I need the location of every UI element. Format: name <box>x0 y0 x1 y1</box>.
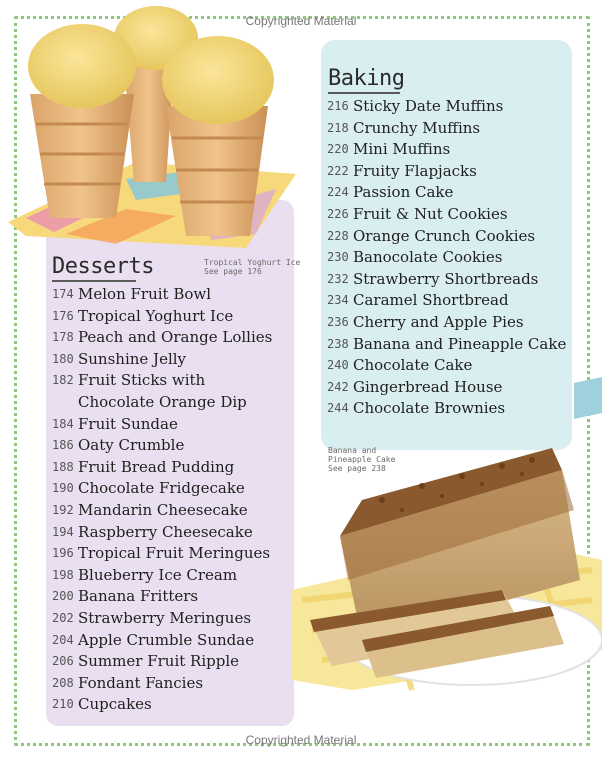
page-number: 182 <box>52 373 74 388</box>
recipe-item <box>52 349 302 371</box>
recipe-name: Passion Cake <box>353 183 454 202</box>
page-number: 190 <box>52 481 74 496</box>
page-number: 180 <box>52 351 74 366</box>
decorative-corner <box>574 377 602 419</box>
recipe-name: Mandarin Cheesecake <box>78 500 248 519</box>
recipe-name: Tropical Yoghurt Ice <box>78 306 234 325</box>
recipe-name: Tropical Fruit Meringues <box>78 544 271 563</box>
recipe-name: Banocolate Cookies <box>353 248 503 267</box>
recipe-item <box>327 96 577 118</box>
page-number: 196 <box>52 546 74 561</box>
recipe-name: Fruit & Nut Cookies <box>353 204 508 223</box>
recipe-item <box>52 500 302 522</box>
recipe-name: Apple Crumble Sundae <box>78 630 255 649</box>
recipe-item <box>52 694 302 716</box>
recipe-item <box>327 118 577 140</box>
recipe-item <box>327 377 577 399</box>
caption-line: See page 176 <box>204 267 262 276</box>
page-number: 230 <box>327 250 349 265</box>
recipe-item <box>52 522 302 544</box>
recipe-name: Strawberry Meringues <box>78 608 252 627</box>
caption-line: Tropical Yoghurt Ice <box>204 258 301 267</box>
cake-caption <box>328 446 395 473</box>
page-number: 174 <box>52 287 74 301</box>
page-number: 218 <box>327 120 349 135</box>
page-number: 200 <box>52 589 74 604</box>
baking-title-underline <box>328 92 400 94</box>
recipe-item <box>327 182 577 204</box>
recipe-item <box>327 161 577 183</box>
recipe-item <box>327 355 577 377</box>
desserts-list <box>52 284 302 716</box>
recipe-item <box>327 139 577 161</box>
recipe-item <box>52 306 302 328</box>
recipe-name: Cherry and Apple Pies <box>353 312 524 331</box>
recipe-item <box>327 312 577 334</box>
page-number: 192 <box>52 502 74 517</box>
page-number: 234 <box>327 293 349 308</box>
page-number: 202 <box>52 610 74 625</box>
recipe-item <box>52 673 302 695</box>
recipe-item <box>327 247 577 269</box>
page-number: 206 <box>52 654 74 669</box>
recipe-name: Fondant Fancies <box>78 673 204 692</box>
baking-title: Baking <box>328 66 405 91</box>
recipe-item <box>52 586 302 608</box>
watermark-top: Copyrighted Material <box>245 14 357 28</box>
recipe-name: Fruit Sticks with Chocolate Orange Dip <box>78 371 247 411</box>
recipe-name: Blueberry Ice Cream <box>78 565 238 584</box>
recipe-name: Fruit Bread Pudding <box>78 457 235 476</box>
recipe-name: Banana Fritters <box>78 587 199 606</box>
page-number: 228 <box>327 228 349 243</box>
page-number: 242 <box>327 379 349 394</box>
recipe-item <box>327 398 577 420</box>
recipe-item <box>327 334 577 356</box>
recipe-name: Strawberry Shortbreads <box>353 269 539 288</box>
recipe-item <box>327 269 577 291</box>
recipe-name: Fruity Flapjacks <box>353 161 477 180</box>
page-number: 226 <box>327 206 349 221</box>
page-number: 204 <box>52 632 74 647</box>
recipe-name: Summer Fruit Ripple <box>78 652 240 671</box>
recipe-item <box>52 414 302 436</box>
desserts-title: Desserts <box>52 254 154 279</box>
yoghurt-caption <box>204 258 300 276</box>
watermark-bottom: Copyrighted Material <box>245 733 357 747</box>
page-number: 244 <box>327 401 349 416</box>
page-number: 220 <box>327 142 349 157</box>
caption-line: Banana and <box>328 446 377 455</box>
ice-cream-photo <box>6 4 296 252</box>
recipe-name: Caramel Shortbread <box>353 291 509 310</box>
page-number: 184 <box>52 416 74 431</box>
recipe-name: Oaty Crumble <box>78 436 185 455</box>
page-number: 216 <box>327 99 349 113</box>
page-number: 176 <box>52 308 74 323</box>
recipe-name: Chocolate Cake <box>353 356 473 375</box>
page-number: 238 <box>327 336 349 351</box>
recipe-item <box>327 226 577 248</box>
recipe-item <box>327 204 577 226</box>
page-number: 188 <box>52 459 74 474</box>
page-number: 186 <box>52 438 74 453</box>
recipe-name: Chocolate Fridgecake <box>78 479 245 498</box>
recipe-name: Melon Fruit Bowl <box>78 285 212 303</box>
caption-line: See page 238 <box>328 464 386 473</box>
recipe-item <box>52 327 302 349</box>
page-number: 222 <box>327 163 349 178</box>
recipe-name: Chocolate Brownies <box>353 399 506 418</box>
caption-line: Pineapple Cake <box>328 455 396 464</box>
recipe-item <box>327 290 577 312</box>
page-number: 240 <box>327 358 349 373</box>
recipe-name: Sunshine Jelly <box>78 349 187 368</box>
recipe-name: Gingerbread House <box>353 377 503 396</box>
page-number: 194 <box>52 524 74 539</box>
recipe-name: Mini Muffins <box>353 140 451 159</box>
recipe-item <box>52 284 302 306</box>
recipe-item <box>52 478 302 500</box>
recipe-item <box>52 630 302 652</box>
baking-list <box>327 96 577 420</box>
recipe-item <box>52 457 302 479</box>
recipe-item <box>52 435 302 457</box>
recipe-name: Sticky Date Muffins <box>353 97 504 115</box>
recipe-name: Raspberry Cheesecake <box>78 522 253 541</box>
banana-cake-photo <box>292 440 602 700</box>
recipe-item <box>52 565 302 587</box>
recipe-name: Peach and Orange Lollies <box>78 328 273 347</box>
recipe-name: Cupcakes <box>78 695 152 714</box>
recipe-name: Orange Crunch Cookies <box>353 226 536 245</box>
page-number: 198 <box>52 567 74 582</box>
recipe-name: Crunchy Muffins <box>353 118 481 137</box>
recipe-item <box>52 543 302 565</box>
recipe-item <box>52 608 302 630</box>
page-number: 178 <box>52 330 74 345</box>
recipe-item <box>52 370 302 413</box>
page-number: 208 <box>52 675 74 690</box>
recipe-name: Banana and Pineapple Cake <box>353 334 567 353</box>
page-number: 232 <box>327 271 349 286</box>
recipe-name: Fruit Sundae <box>78 414 178 433</box>
desserts-title-underline <box>52 280 136 282</box>
page-number: 224 <box>327 185 349 200</box>
page-number: 210 <box>52 697 74 712</box>
recipe-item <box>52 651 302 673</box>
page-number: 236 <box>327 314 349 329</box>
